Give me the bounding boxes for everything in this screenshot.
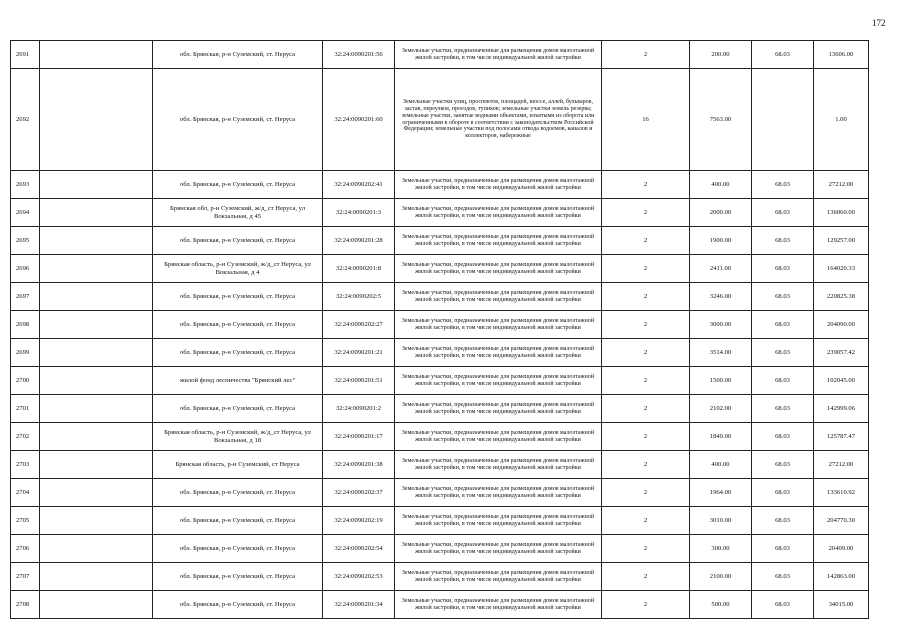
cadastral-number-cell: 32:24:0090202:19 xyxy=(323,507,395,535)
land-use-cell: Земельные участки, предназначенные для размещения домов малоэтажной жилой застройки, в том числе индивидуальной жилой застройки xyxy=(395,283,602,311)
area-cell: 2000.00 xyxy=(690,199,752,227)
rate-cell: 68.03 xyxy=(752,507,814,535)
category-code-cell: 16 xyxy=(602,69,690,171)
table-row-2698 xyxy=(11,311,869,339)
empty-cell xyxy=(40,41,153,69)
cadastral-value-cell: 27212.00 xyxy=(814,171,869,199)
land-use-cell: Земельные участки, предназначенные для размещения домов малоэтажной жилой застройки, в том числе индивидуальной жилой застройки xyxy=(395,423,602,451)
land-use-cell: Земельные участки, предназначенные для размещения домов малоэтажной жилой застройки, в том числе индивидуальной жилой застройки xyxy=(395,255,602,283)
cadastral-number-cell: 32:24:0090201:21 xyxy=(323,339,395,367)
category-code-cell: 2 xyxy=(602,227,690,255)
empty-cell xyxy=(40,227,153,255)
category-code-cell: 2 xyxy=(602,199,690,227)
address-cell: Брянская область, р-н Суземский, ж/д_ст Неруса, ул Вокзальная, д 4 xyxy=(153,255,323,283)
row-number: 2703 xyxy=(11,451,40,479)
address-cell: обл. Брянская, р-н Суземский, ст. Неруса xyxy=(153,479,323,507)
table-body xyxy=(11,41,869,619)
empty-cell xyxy=(40,535,153,563)
table-row-2696 xyxy=(11,255,869,283)
category-code-cell: 2 xyxy=(602,395,690,423)
category-code-cell: 2 xyxy=(602,507,690,535)
rate-cell: 68.03 xyxy=(752,311,814,339)
cadastral-value-cell: 142999.06 xyxy=(814,395,869,423)
row-number: 2699 xyxy=(11,339,40,367)
row-number: 2708 xyxy=(11,591,40,619)
address-cell: Брянская область, р-н Суземский, ж/д_ст Неруса, ул Вокзальная, д 18 xyxy=(153,423,323,451)
land-use-cell: Земельные участки, предназначенные для размещения домов малоэтажной жилой застройки, в том числе индивидуальной жилой застройки xyxy=(395,591,602,619)
empty-cell xyxy=(40,563,153,591)
page-number: 172 xyxy=(872,18,886,28)
cadastral-number-cell: 32:24:0090201:34 xyxy=(323,591,395,619)
address-cell: обл. Брянская, р-н Суземский, ст. Неруса xyxy=(153,41,323,69)
rate-cell: 68.03 xyxy=(752,41,814,69)
category-code-cell: 2 xyxy=(602,423,690,451)
cadastral-number-cell: 32:24:0090202:5 xyxy=(323,283,395,311)
rate-cell: 68.03 xyxy=(752,423,814,451)
table-row-2693 xyxy=(11,171,869,199)
land-use-cell: Земельные участки, предназначенные для размещения домов малоэтажной жилой застройки, в том числе индивидуальной жилой застройки xyxy=(395,171,602,199)
cadastral-number-cell: 32:24:0090201:17 xyxy=(323,423,395,451)
table-row-2692 xyxy=(11,69,869,171)
category-code-cell: 2 xyxy=(602,171,690,199)
address-cell: обл. Брянская, р-н Суземский, ст. Неруса xyxy=(153,339,323,367)
land-use-cell: Земельные участки, предназначенные для размещения домов малоэтажной жилой застройки, в том числе индивидуальной жилой застройки xyxy=(395,563,602,591)
row-number: 2697 xyxy=(11,283,40,311)
land-registry-table xyxy=(10,40,869,619)
table-row-2697 xyxy=(11,283,869,311)
area-cell: 1849.00 xyxy=(690,423,752,451)
cadastral-number-cell: 32:24:0090201:2 xyxy=(323,395,395,423)
cadastral-value-cell: 102045.00 xyxy=(814,367,869,395)
cadastral-value-cell: 220825.38 xyxy=(814,283,869,311)
table-row-2703 xyxy=(11,451,869,479)
category-code-cell: 2 xyxy=(602,41,690,69)
rate-cell: 68.03 xyxy=(752,367,814,395)
rate-cell: 68.03 xyxy=(752,283,814,311)
area-cell: 3514.00 xyxy=(690,339,752,367)
area-cell: 500.00 xyxy=(690,591,752,619)
cadastral-number-cell: 32:24:0090202:53 xyxy=(323,563,395,591)
address-cell: обл. Брянская, р-н Суземский, ст. Неруса xyxy=(153,69,323,171)
row-number: 2693 xyxy=(11,171,40,199)
cadastral-number-cell: 32:24:0090201:56 xyxy=(323,41,395,69)
category-code-cell: 2 xyxy=(602,591,690,619)
cadastral-number-cell: 32:24:0090201:8 xyxy=(323,255,395,283)
address-cell: обл. Брянская, р-н Суземский, ст. Неруса xyxy=(153,563,323,591)
address-cell: Брянская обл, р-н Суземский, ж/д_ст Неруса, ул Вокзальная, д 45 xyxy=(153,199,323,227)
empty-cell xyxy=(40,507,153,535)
land-use-cell: Земельные участки улиц, проспектов, площадей, шоссе, аллей, бульваров, застав, переулков, проездов, тупиков; земельные участки земель резерва; земельные участки, занятые водными объектами, изъятыми из оборота или ограниченными в обороте в соответствии с законодательством Российской Федерации; земельные участки под полосами отвода водоемов, каналов и коллекторов, набережные xyxy=(395,69,602,171)
row-number: 2698 xyxy=(11,311,40,339)
empty-cell xyxy=(40,339,153,367)
table-row-2700 xyxy=(11,367,869,395)
rate-cell: 68.03 xyxy=(752,339,814,367)
table-row-2706 xyxy=(11,535,869,563)
land-use-cell: Земельные участки, предназначенные для размещения домов малоэтажной жилой застройки, в том числе индивидуальной жилой застройки xyxy=(395,227,602,255)
area-cell: 2411.00 xyxy=(690,255,752,283)
area-cell: 300.00 xyxy=(690,535,752,563)
area-cell: 3246.00 xyxy=(690,283,752,311)
address-cell: обл. Брянская, р-н Суземский, ст. Неруса xyxy=(153,283,323,311)
land-use-cell: Земельные участки, предназначенные для размещения домов малоэтажной жилой застройки, в том числе индивидуальной жилой застройки xyxy=(395,507,602,535)
address-cell: обл. Брянская, р-н Суземский, ст. Неруса xyxy=(153,535,323,563)
cadastral-number-cell: 32:24:0090201:3 xyxy=(323,199,395,227)
area-cell: 200.00 xyxy=(690,41,752,69)
category-code-cell: 2 xyxy=(602,367,690,395)
land-use-cell: Земельные участки, предназначенные для размещения домов малоэтажной жилой застройки, в том числе индивидуальной жилой застройки xyxy=(395,451,602,479)
rate-cell: 68.03 xyxy=(752,451,814,479)
land-use-cell: Земельные участки, предназначенные для размещения домов малоэтажной жилой застройки, в том числе индивидуальной жилой застройки xyxy=(395,311,602,339)
cadastral-number-cell: 32:24:0090202:54 xyxy=(323,535,395,563)
row-number: 2701 xyxy=(11,395,40,423)
rate-cell: 68.03 xyxy=(752,199,814,227)
empty-cell xyxy=(40,591,153,619)
cadastral-value-cell: 13606.00 xyxy=(814,41,869,69)
empty-cell xyxy=(40,479,153,507)
table-row-2705 xyxy=(11,507,869,535)
cadastral-number-cell: 32:24:0090201:38 xyxy=(323,451,395,479)
land-use-cell: Земельные участки, предназначенные для размещения домов малоэтажной жилой застройки, в том числе индивидуальной жилой застройки xyxy=(395,535,602,563)
row-number: 2705 xyxy=(11,507,40,535)
cadastral-value-cell: 20409.00 xyxy=(814,535,869,563)
table-row-2701 xyxy=(11,395,869,423)
land-use-cell: Земельные участки, предназначенные для размещения домов малоэтажной жилой застройки, в том числе индивидуальной жилой застройки xyxy=(395,479,602,507)
cadastral-value-cell: 204770.30 xyxy=(814,507,869,535)
table-row-2707 xyxy=(11,563,869,591)
address-cell: обл. Брянская, р-н Суземский, ст. Неруса xyxy=(153,227,323,255)
category-code-cell: 2 xyxy=(602,255,690,283)
cadastral-value-cell: 129257.00 xyxy=(814,227,869,255)
empty-cell xyxy=(40,311,153,339)
cadastral-value-cell: 142863.00 xyxy=(814,563,869,591)
row-number: 2692 xyxy=(11,69,40,171)
rate-cell: 68.03 xyxy=(752,395,814,423)
empty-cell xyxy=(40,255,153,283)
area-cell: 3010.00 xyxy=(690,507,752,535)
address-cell: обл. Брянская, р-н Суземский, ст. Неруса xyxy=(153,311,323,339)
area-cell: 1500.00 xyxy=(690,367,752,395)
rate-cell: 68.03 xyxy=(752,479,814,507)
address-cell: обл. Брянская, р-н Суземский, ст. Неруса xyxy=(153,171,323,199)
cadastral-value-cell: 204090.00 xyxy=(814,311,869,339)
row-number: 2706 xyxy=(11,535,40,563)
address-cell: жилой фонд лесничества "Брянский лес" xyxy=(153,367,323,395)
category-code-cell: 2 xyxy=(602,451,690,479)
empty-cell xyxy=(40,451,153,479)
empty-cell xyxy=(40,283,153,311)
cadastral-value-cell: 1.00 xyxy=(814,69,869,171)
land-use-cell: Земельные участки, предназначенные для размещения домов малоэтажной жилой застройки, в том числе индивидуальной жилой застройки xyxy=(395,199,602,227)
cadastral-number-cell: 32:24:0090202:27 xyxy=(323,311,395,339)
row-number: 2704 xyxy=(11,479,40,507)
empty-cell xyxy=(40,367,153,395)
cadastral-value-cell: 136060.00 xyxy=(814,199,869,227)
category-code-cell: 2 xyxy=(602,535,690,563)
rate-cell: 68.03 xyxy=(752,535,814,563)
table-row-2694 xyxy=(11,199,869,227)
row-number: 2707 xyxy=(11,563,40,591)
category-code-cell: 2 xyxy=(602,479,690,507)
land-use-cell: Земельные участки, предназначенные для размещения домов малоэтажной жилой застройки, в том числе индивидуальной жилой застройки xyxy=(395,339,602,367)
address-cell: Брянская область, р-н Суземский, ст Неруса xyxy=(153,451,323,479)
rate-cell xyxy=(752,69,814,171)
category-code-cell: 2 xyxy=(602,563,690,591)
table-row-2708 xyxy=(11,591,869,619)
row-number: 2700 xyxy=(11,367,40,395)
row-number: 2691 xyxy=(11,41,40,69)
cadastral-value-cell: 34015.00 xyxy=(814,591,869,619)
address-cell: обл. Брянская, р-н Суземский, ст. Неруса xyxy=(153,507,323,535)
area-cell: 2100.00 xyxy=(690,563,752,591)
area-cell: 2102.00 xyxy=(690,395,752,423)
table-row-2695 xyxy=(11,227,869,255)
area-cell: 1900.00 xyxy=(690,227,752,255)
category-code-cell: 2 xyxy=(602,339,690,367)
empty-cell xyxy=(40,199,153,227)
area-cell: 400.00 xyxy=(690,451,752,479)
land-use-cell: Земельные участки, предназначенные для размещения домов малоэтажной жилой застройки, в том числе индивидуальной жилой застройки xyxy=(395,41,602,69)
area-cell: 1964.00 xyxy=(690,479,752,507)
category-code-cell: 2 xyxy=(602,311,690,339)
rate-cell: 68.03 xyxy=(752,563,814,591)
cadastral-value-cell: 164020.33 xyxy=(814,255,869,283)
row-number: 2694 xyxy=(11,199,40,227)
empty-cell xyxy=(40,423,153,451)
rate-cell: 68.03 xyxy=(752,255,814,283)
table-row-2704 xyxy=(11,479,869,507)
category-code-cell: 2 xyxy=(602,283,690,311)
table-row-2702 xyxy=(11,423,869,451)
row-number: 2695 xyxy=(11,227,40,255)
cadastral-number-cell: 32:24:0090201:28 xyxy=(323,227,395,255)
empty-cell xyxy=(40,171,153,199)
row-number: 2696 xyxy=(11,255,40,283)
empty-cell xyxy=(40,69,153,171)
cadastral-value-cell: 27212.00 xyxy=(814,451,869,479)
cadastral-number-cell: 32:24:0090201:51 xyxy=(323,367,395,395)
cadastral-value-cell: 239057.42 xyxy=(814,339,869,367)
rate-cell: 68.03 xyxy=(752,171,814,199)
cadastral-number-cell: 32:24:0090201:60 xyxy=(323,69,395,171)
row-number: 2702 xyxy=(11,423,40,451)
address-cell: обл. Брянская, р-н Суземский, ст. Неруса xyxy=(153,395,323,423)
table-row-2691 xyxy=(11,41,869,69)
address-cell: обл. Брянская, р-н Суземский, ст. Неруса xyxy=(153,591,323,619)
cadastral-number-cell: 32:24:0090202:37 xyxy=(323,479,395,507)
area-cell: 3000.00 xyxy=(690,311,752,339)
land-use-cell: Земельные участки, предназначенные для размещения домов малоэтажной жилой застройки, в том числе индивидуальной жилой застройки xyxy=(395,395,602,423)
area-cell: 7563.00 xyxy=(690,69,752,171)
rate-cell: 68.03 xyxy=(752,591,814,619)
cadastral-value-cell: 133610.92 xyxy=(814,479,869,507)
table-row-2699 xyxy=(11,339,869,367)
land-use-cell: Земельные участки, предназначенные для размещения домов малоэтажной жилой застройки, в том числе индивидуальной жилой застройки xyxy=(395,367,602,395)
rate-cell: 68.03 xyxy=(752,227,814,255)
cadastral-number-cell: 32:24:0090202:41 xyxy=(323,171,395,199)
area-cell: 400.00 xyxy=(690,171,752,199)
empty-cell xyxy=(40,395,153,423)
cadastral-value-cell: 125787.47 xyxy=(814,423,869,451)
